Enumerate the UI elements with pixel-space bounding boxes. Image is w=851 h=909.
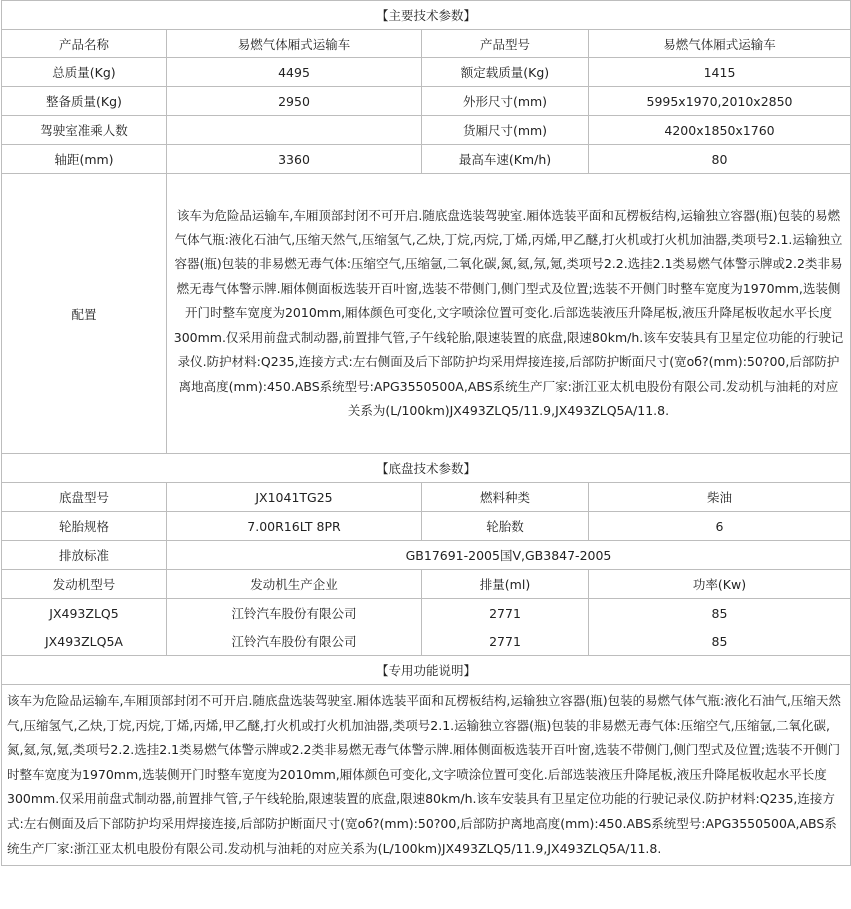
param-label: 底盘型号 [2, 483, 167, 512]
emission-label: 排放标准 [2, 541, 167, 570]
param-label: 驾驶室准乘人数 [2, 116, 167, 145]
spec-table [1, 0, 851, 866]
engine-displacement-header: 排量(ml) [422, 570, 589, 599]
param-label: 外形尺寸(mm) [422, 87, 589, 116]
table-row [2, 599, 851, 628]
engine-model: JX493ZLQ5A [2, 628, 167, 656]
param-label: 货厢尺寸(mm) [422, 116, 589, 145]
param-value: 80 [589, 145, 851, 174]
param-label: 整备质量(Kg) [2, 87, 167, 116]
param-label: 轴距(mm) [2, 145, 167, 174]
table-row [2, 116, 851, 145]
param-value: 易燃气体厢式运输车 [589, 30, 851, 58]
param-label: 产品名称 [2, 30, 167, 58]
param-value: 6 [589, 512, 851, 541]
engine-displacement: 2771 [422, 599, 589, 628]
engine-power: 85 [589, 599, 851, 628]
param-label: 燃料种类 [422, 483, 589, 512]
param-label: 轮胎规格 [2, 512, 167, 541]
param-label: 总质量(Kg) [2, 58, 167, 87]
table-row [2, 58, 851, 87]
engine-displacement: 2771 [422, 628, 589, 656]
emission-value: GB17691-2005国Ⅴ,GB3847-2005 [167, 541, 851, 570]
function-text-body: 该车为危险品运输车,车厢顶部封闭不可开启.随底盘选装驾驶室.厢体选装平面和瓦楞板结构,运输独立容器(瓶)包装的易燃气体气瓶:液化石油气,压缩天然气,压缩氢气,乙炔,丁烷,丙烷,丁烯,丙烯,甲乙醚,打火机或打火机加油器,类项号2.1.运输独立容器(瓶)包装的非易燃无毒气体:压缩空气,压缩氩,二氧化碳,氮,氦,氖,氪,类项号2.2.选挂2.1类易燃气体警示牌或2.2类非易燃无毒气体警示牌.厢体侧面板选装开百叶窗,选装不带侧门,侧门型式及位置;选装不开侧门时整车宽度为1970mm,选装侧开门时整车宽度为2010mm,厢体颜色可变化,文字喷涂位置可变化.后部选装液压升降尾板,液压升降尾板收起水平长度300mm.仅采用前盘式制动器,前置排气管,子午线轮胎,限速装置的底盘,限速80km/h.该车安装具有卫星定位功能的行驶记录仪.防护材料:Q235,连接方式:左右侧面及后下部防护均采用焊接连接,后部防护断面尺寸(宽об?(mm):50?00,后部防护离地高度(mm):450.ABS系统型号:APG3550500A,ABS系统生产厂家:浙江亚太机电股份有限公司.发动机与油耗的对应关系为(L/100km)JX493ZLQ5/11.9,JX493ZLQ5A/11.8. [7, 693, 841, 856]
engine-maker-header: 发动机生产企业 [167, 570, 422, 599]
param-value: 3360 [167, 145, 422, 174]
param-value [167, 116, 422, 145]
engine-maker: 江铃汽车股份有限公司 [167, 599, 422, 628]
engine-power: 85 [589, 628, 851, 656]
engine-model-header: 发动机型号 [2, 570, 167, 599]
engine-power-header: 功率(Kw) [589, 570, 851, 599]
function-row [2, 685, 851, 866]
param-value: 易燃气体厢式运输车 [167, 30, 422, 58]
param-label: 产品型号 [422, 30, 589, 58]
param-value: 1415 [589, 58, 851, 87]
param-value: JX1041TG25 [167, 483, 422, 512]
engine-maker: 江铃汽车股份有限公司 [167, 628, 422, 656]
param-value: 2950 [167, 87, 422, 116]
param-label: 轮胎数 [422, 512, 589, 541]
engine-header-row [2, 570, 851, 599]
config-text: 该车为危险品运输车,车厢顶部封闭不可开启.随底盘选装驾驶室.厢体选装平面和瓦楞板结构,运输独立容器(瓶)包装的易燃气体气瓶:液化石油气,压缩天然气,压缩氢气,乙炔,丁烷,丙烷,丁烯,丙烯,甲乙醚,打火机或打火机加油器,类项号2.1.运输独立容器(瓶)包装的非易燃无毒气体:压缩空气,压缩氩,二氧化碳,氮,氦,氖,氪,类项号2.2.选挂2.1类易燃气体警示牌或2.2类非易燃无毒气体警示牌.厢体侧面板选装开百叶窗,选装不带侧门,侧门型式及位置;选装不开侧门时整车宽度为1970mm,选装侧开门时整车宽度为2010mm,厢体颜色可变化,文字喷涂位置可变化.后部选装液压升降尾板,液压升降尾板收起水平长度300mm.仅采用前盘式制动器,前置排气管,子午线轮胎,限速装置的底盘,限速80km/h.该车安装具有卫星定位功能的行驶记录仪.防护材料:Q235,连接方式:左右侧面及后下部防护均采用焊接连接,后部防护断面尺寸(宽об?(mm):50?00,后部防护离地高度(mm):450.ABS系统型号:APG3550500A,ABS系统生产厂家:浙江亚太机电股份有限公司.发动机与油耗的对应关系为(L/100km)JX493ZLQ5/11.9,JX493ZLQ5A/11.8. [167, 174, 851, 454]
config-row [2, 174, 851, 454]
main-params-header: 【主要技术参数】 [2, 1, 851, 30]
param-value: 4495 [167, 58, 422, 87]
function-text [2, 685, 851, 866]
param-value: 5995x1970,2010x2850 [589, 87, 851, 116]
config-label: 配置 [2, 174, 167, 454]
table-row [2, 628, 851, 656]
param-value: 7.00R16LT 8PR [167, 512, 422, 541]
param-label: 最高车速(Km/h) [422, 145, 589, 174]
table-row [2, 483, 851, 512]
table-row [2, 541, 851, 570]
table-row [2, 87, 851, 116]
param-value: 柴油 [589, 483, 851, 512]
table-row [2, 145, 851, 174]
param-label: 额定载质量(Kg) [422, 58, 589, 87]
function-header: 【专用功能说明】 [2, 656, 851, 685]
table-row [2, 30, 851, 58]
param-value: 4200x1850x1760 [589, 116, 851, 145]
table-row [2, 512, 851, 541]
engine-model: JX493ZLQ5 [2, 599, 167, 628]
chassis-params-header: 【底盘技术参数】 [2, 454, 851, 483]
